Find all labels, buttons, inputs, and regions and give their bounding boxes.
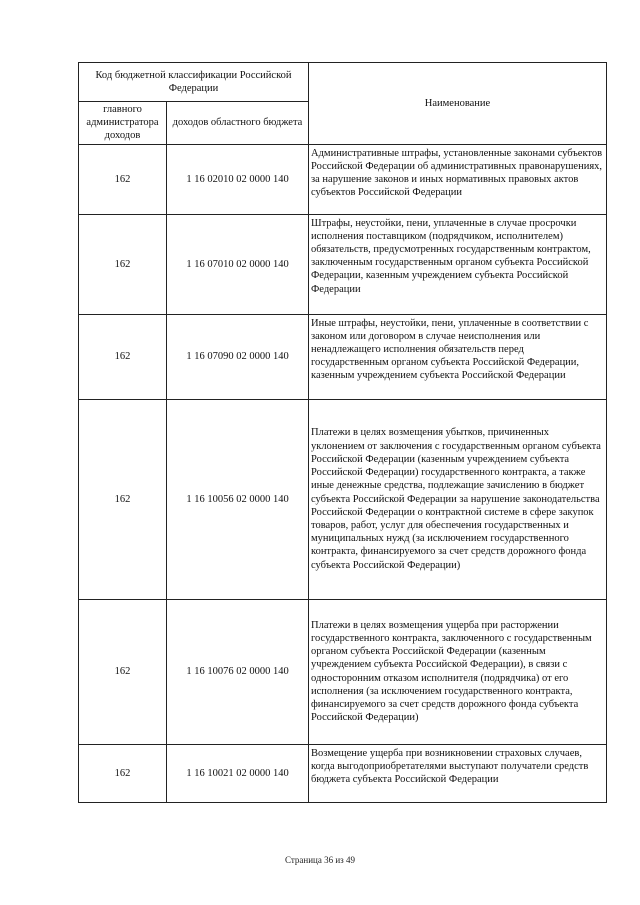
admin-code-cell: 162 [79,599,167,744]
description-cell: Платежи в целях возмещения ущерба при расторжении государственного контракта, заключенного с государственным органом субъекта Российской Федерации (казенным учреждением субъекта Российской Федерации), в связи с односторонним отказом исполнителя (подрядчика) от его исполнения (за исключением государственного контракта, финансируемого за счет средств дорожного фонда субъекта Российской Федерации) [309,599,607,744]
description-cell: Иные штрафы, неустойки, пени, уплаченные в соответствии с законом или договором в случае неисполнения или ненадлежащего исполнения обязательств перед государственным органом субъекта Российской Федерации, казенным учреждением субъекта Российской Федерации [309,314,607,399]
income-code-cell: 1 16 02010 02 0000 140 [167,144,309,214]
income-code-cell: 1 16 07010 02 0000 140 [167,214,309,314]
description-cell: Административные штрафы, установленные законами субъектов Российской Федерации об административных правонарушениях, за нарушение законов и иных нормативных правовых актов субъектов Российской Федерации [309,144,607,214]
income-code-cell: 1 16 10021 02 0000 140 [167,744,309,802]
admin-code-cell: 162 [79,144,167,214]
admin-code-cell: 162 [79,214,167,314]
table-row [79,744,607,802]
admin-code-cell: 162 [79,314,167,399]
description-cell: Штрафы, неустойки, пени, уплаченные в случае просрочки исполнения поставщиком (подрядчиком, исполнителем) обязательств, предусмотренных государственным контрактом, заключенным государственным органом субъекта Российской Федерации, казенным учреждением субъекта Российской Федерации [309,214,607,314]
table-row [79,599,607,744]
table-row [79,399,607,599]
header-income: доходов областного бюджета [167,102,309,145]
page-number: Страница 36 из 49 [285,855,355,865]
income-code-cell: 1 16 10056 02 0000 140 [167,399,309,599]
income-code-cell: 1 16 10076 02 0000 140 [167,599,309,744]
description-cell: Возмещение ущерба при возникновении страховых случаев, когда выгодоприобретателями выступают получатели средств бюджета субъекта Российской Федерации [309,744,607,802]
admin-code-cell: 162 [79,399,167,599]
table-row [79,314,607,399]
description-cell: Платежи в целях возмещения убытков, причиненных уклонением от заключения с государственным органом субъекта Российской Федерации (казенным учреждением субъекта Российской Федерации) государственного контракта, а также иные денежные средства, подлежащие зачислению в бюджет субъекта Российской Федерации за нарушение законодательства Российской Федерации о контрактной системе в сфере закупок товаров, работ, услуг для обеспечения государственных и муниципальных нужд (за исключением государственного контракта, финансируемого за счет средств дорожного фонда субъекта Российской Федерации) [309,399,607,599]
table-row [79,144,607,214]
budget-classification-table [78,62,607,803]
header-name: Наименование [309,63,607,145]
table-row [79,214,607,314]
income-code-cell: 1 16 07090 02 0000 140 [167,314,309,399]
header-admin: главного администратора доходов [79,102,167,145]
admin-code-cell: 162 [79,744,167,802]
header-budget-code-group: Код бюджетной классификации Российской Федерации [79,63,309,102]
